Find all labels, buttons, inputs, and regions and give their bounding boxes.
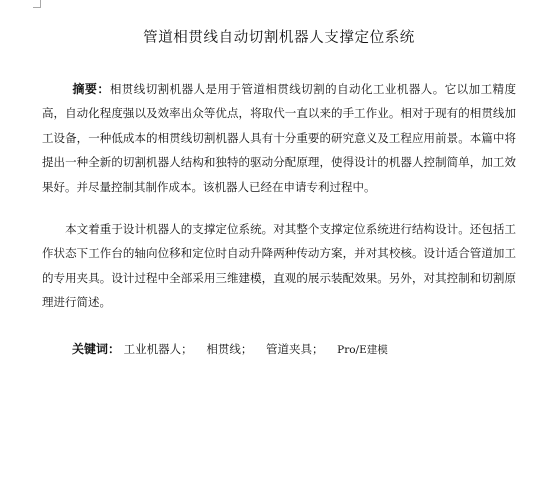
page-corner-mark — [33, 0, 41, 8]
body-paragraph — [42, 217, 516, 315]
keyword-item: Pro/E建模 — [337, 344, 388, 356]
body-paragraph-text: 本文着重于设计机器人的支撑定位系统。对其整个支撑定位系统进行结构设计。还包括工作状态下工作台的轴向位移和定位时自动升降两种传动方案，并对其校核。设计适合管道加工的专用夹具。设计过程中全部采用三维建模，直观的展示装配效果。另外，对其控制和切割原理进行简述。 — [42, 222, 516, 310]
keywords-line — [72, 339, 388, 360]
keyword-item: 管道夹具； — [265, 342, 324, 356]
abstract-paragraph — [42, 77, 516, 199]
keyword-item: 工业机器人； — [123, 342, 193, 356]
abstract-text: 相贯线切割机器人是用于管道相贯线切割的自动化工业机器人。它以加工精度高，自动化程度强以及效率出众等优点，将取代一直以来的手工作业。相对于现有的相贯线加工设备，一种低成本的相贯线切割机器人具有十分重要的研究意义及工程应用前景。本篇中将提出一种全新的切割机器人结构和独特的驱动分配原理，使得设计的机器人控制简单，加工效果好。并尽量控制其制作成本。该机器人已经在申请专利过程中。 — [42, 82, 516, 194]
document-title: 管道相贯线自动切割机器人支撑定位系统 — [143, 30, 415, 46]
keywords-label: 关键词： — [72, 342, 121, 356]
abstract-label: 摘要： — [72, 82, 110, 96]
keyword-item: 相贯线； — [206, 342, 253, 356]
